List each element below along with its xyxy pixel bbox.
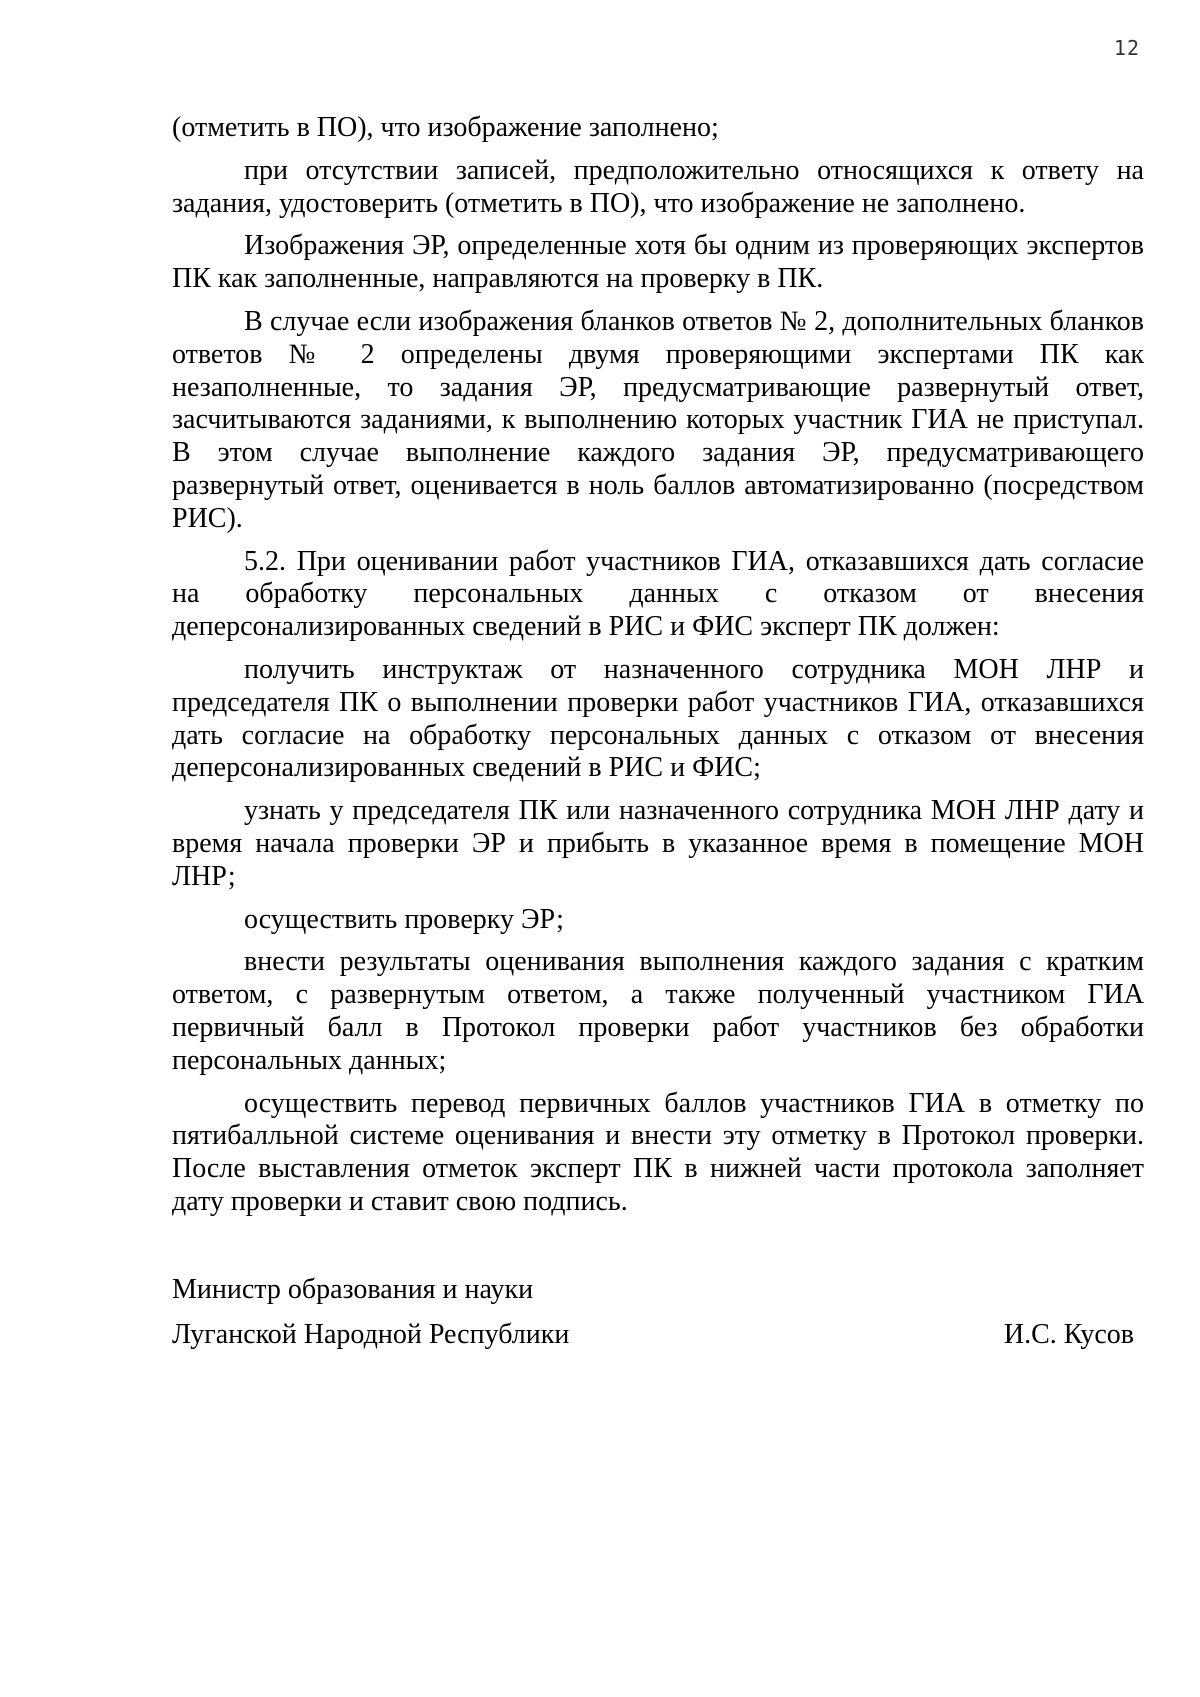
- signature-line-1: [172, 1274, 1134, 1307]
- paragraph: получить инструктаж от назначенного сотрудника МОН ЛНР и председателя ПК о выполнении проверки работ участников ГИА, отказавшихся дать согласие на обработку персональных данных с отказом от внесения деперсонализированных сведений в РИС и ФИС;: [172, 653, 1144, 784]
- paragraph: при отсутствии записей, предположительно относящихся к ответу на задания, удостоверить (отметить в ПО), что изображение не заполнено.: [172, 154, 1144, 219]
- paragraph: В случае если изображения бланков ответов № 2, дополнительных бланков ответов № 2 определены двумя проверяющими экспертами ПК как незаполненные, то задания ЭР, предусматривающие развернутый ответ, засчитываются заданиями, к выполнению которых участник ГИА не приступал. В этом случае выполнение каждого задания ЭР, предусматривающего развернутый ответ, оценивается в ноль баллов автоматизированно (посредством РИС).: [172, 305, 1144, 534]
- paragraph: 5.2. При оценивании работ участников ГИА, отказавшихся дать согласие на обработку персональных данных с отказом от внесения деперсонализированных сведений в РИС и ФИС эксперт ПК должен:: [172, 545, 1144, 643]
- paragraph: Изображения ЭР, определенные хотя бы одним из проверяющих экспертов ПК как заполненные, направляются на проверку в ПК.: [172, 230, 1144, 295]
- paragraph: (отметить в ПО), что изображение заполнено;: [172, 112, 719, 143]
- paragraph: осуществить перевод первичных баллов участников ГИА в отметку по пятибалльной системе оценивания и внести эту отметку в Протокол проверки. После выставления отметок эксперт ПК в нижней части протокола заполняет дату проверки и ставит свою подпись.: [172, 1087, 1144, 1217]
- signature-block: [172, 1274, 1134, 1364]
- signature-line-2: [172, 1319, 1134, 1352]
- document-body: [172, 112, 1144, 1229]
- paragraph: внести результаты оценивания выполнения каждого задания с кратким ответом, с развернутым ответом, а также полученный участником ГИА первичный балл в Протокол проверки работ участников без обработки персональных данных;: [172, 946, 1144, 1076]
- signatory-position-line1: Министр образования и науки: [172, 1274, 534, 1305]
- signatory-position-line2: Луганской Народной Республики: [172, 1318, 570, 1350]
- page-number: 12: [1113, 36, 1140, 60]
- paragraph: осуществить проверку ЭР;: [244, 903, 564, 935]
- paragraph: узнать у председателя ПК или назначенного сотрудника МОН ЛНР дату и время начала проверки ЭР и прибыть в указанное время в помещение МОН ЛНР;: [172, 795, 1144, 892]
- signatory-name: И.С. Кусов: [1003, 1318, 1134, 1350]
